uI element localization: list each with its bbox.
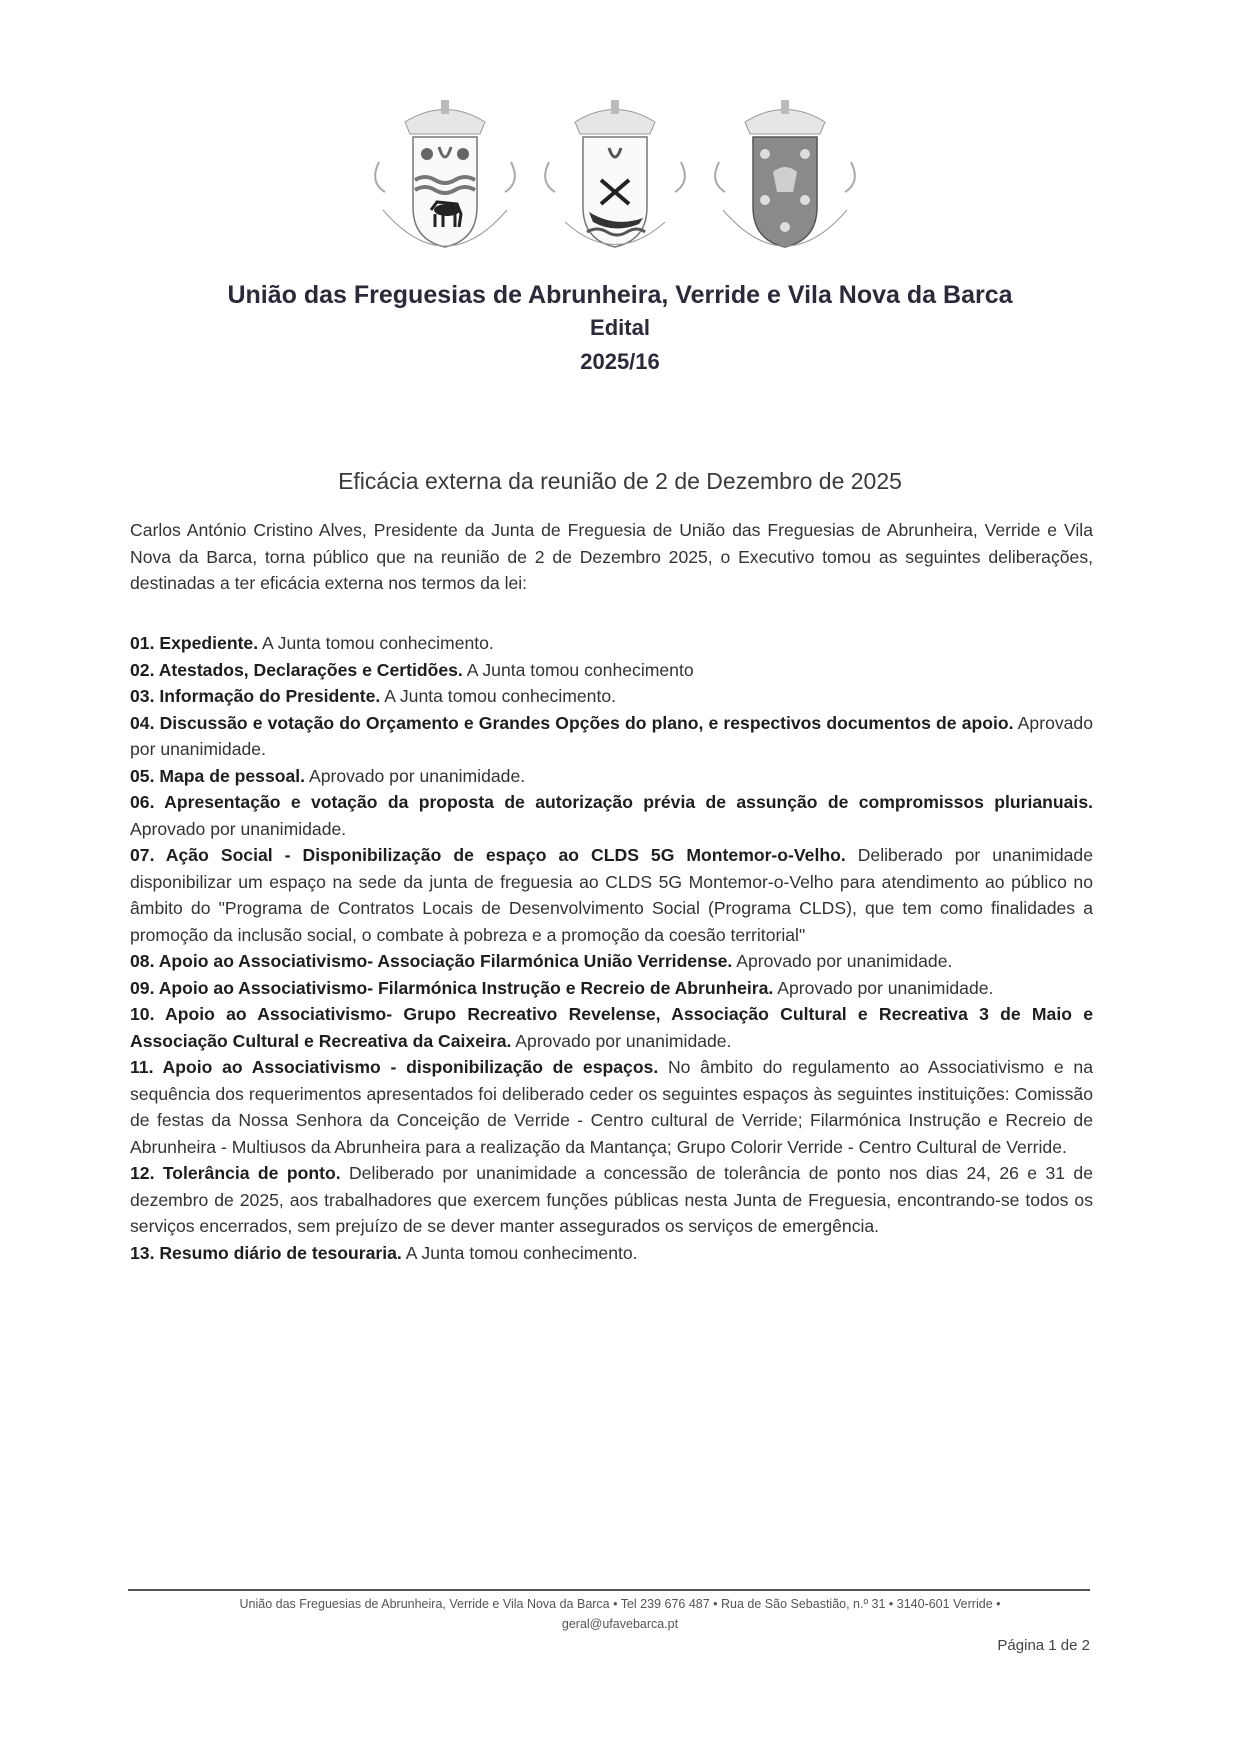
list-item <box>130 842 1093 948</box>
item-title: 05. Mapa de pessoal. <box>130 765 306 786</box>
item-title: 07. Ação Social - Disponibilização de espaço ao CLDS 5G Montemor-o-Velho. <box>130 845 846 865</box>
item-text: Deliberado por unanimidade disponibilizar um espaço na sede da junta de freguesia ao CLDS 5G Montemor-o-Velho para atendimento ao público no âmbito do "Programa de Contratos Locais de Desenvolvimento Social (Programa CLDS), que tem como finalidades a promoção da inclusão social, o combate à pobreza e a promoção da coesão territorial" <box>130 845 1093 945</box>
document-number: 2025/16 <box>580 349 660 374</box>
item-title: 08. Apoio ao Associativismo- Associação Filarmónica União Verridense. <box>130 951 733 971</box>
item-text: Aprovado por unanimidade. <box>130 818 347 839</box>
crest-abrunheira-icon <box>365 92 525 268</box>
item-text: Aprovado por unanimidade. <box>511 1030 732 1051</box>
item-title: 13. Resumo diário de tesouraria. <box>130 1242 402 1263</box>
item-title: 09. Apoio ao Associativismo- Filarmónica Instrução e Recreio de Abrunheira. <box>130 977 774 998</box>
list-item <box>130 1054 1093 1160</box>
list-item <box>130 657 1093 684</box>
item-title: 11. Apoio ao Associativismo - disponibilização de espaços. <box>130 1057 659 1077</box>
intro-paragraph: Carlos António Cristino Alves, Presidente da Junta de Freguesia de União das Freguesias de Abrunheira, Verride e Vila Nova da Barca, torna público que na reunião de 2 de Dezembro 2025, o Executivo tomou as seguintes deliberações, destinadas a ter eficácia externa nos termos da lei: <box>130 520 1093 593</box>
list-item <box>130 1240 1093 1267</box>
item-title: 12. Tolerância de ponto. <box>130 1163 341 1183</box>
list-item <box>130 710 1093 763</box>
crest-vila-nova-da-barca <box>705 92 865 268</box>
footer-divider <box>128 1589 1090 1591</box>
crest-verride-icon <box>535 92 695 268</box>
item-text: A Junta tomou conhecimento. <box>380 686 617 706</box>
item-text: A Junta tomou conhecimento <box>462 659 694 680</box>
list-item <box>130 763 1093 790</box>
item-text: Aprovado por unanimidade. <box>130 712 1094 759</box>
item-title: 10. Apoio ao Associativismo- Grupo Recreativo Revelense, Associação Cultural e Recreativa 3 de Maio e Associação Cultural e Recreativa da Caixeira. <box>130 1004 1093 1051</box>
item-text: A Junta tomou conhecimento. <box>401 1242 638 1263</box>
item-text: A Junta tomou conhecimento. <box>258 633 494 653</box>
coats-of-arms <box>365 92 875 268</box>
item-text: Aprovado por unanimidade. <box>773 977 994 998</box>
crest-verride <box>535 92 695 268</box>
document-subtitle: Eficácia externa da reunião de 2 de Dezembro de 2025 <box>338 468 902 494</box>
list-item <box>130 975 1093 1002</box>
item-title: 03. Informação do Presidente. <box>130 686 381 706</box>
item-text: No âmbito do regulamento ao Associativismo e na sequência dos requerimentos apresentados foi deliberado ceder os seguintes espaços às seguintes instituições: Comissão de festas da Nossa Senhora da Conceição de Verride - Centro cultural de Verride; Filarmónica Instrução e Recreio de Abrunheira - Multiusos da Abrunheira para a realização da Mantança; Grupo Colorir Verride - Centro Cultural de Verride. <box>130 1057 1093 1157</box>
item-text: Aprovado por unanimidade. <box>305 765 526 786</box>
list-item <box>130 630 1093 657</box>
list-item <box>130 683 1093 710</box>
document-type: Edital <box>590 315 650 340</box>
list-item <box>130 1001 1093 1054</box>
item-title: 02. Atestados, Declarações e Certidões. <box>130 659 463 680</box>
item-text: Aprovado por unanimidade. <box>732 951 953 971</box>
list-item <box>130 948 1093 975</box>
list-item <box>130 789 1093 842</box>
item-title: 06. Apresentação e votação da proposta de autorização prévia de assunção de compromissos plurianuais. <box>130 792 1093 812</box>
footer-email: geral@ufavebarca.pt <box>561 1617 679 1631</box>
crest-abrunheira <box>365 92 525 268</box>
page-number: Página 1 de 2 <box>997 1637 1090 1654</box>
item-title: 01. Expediente. <box>130 633 259 653</box>
list-item <box>130 1160 1093 1240</box>
crest-vila-nova-da-barca-icon <box>705 92 865 268</box>
footer-contact: União das Freguesias de Abrunheira, Verride e Vila Nova da Barca • Tel 239 676 487 • Rua de São Sebastião, n.º 31 • 3140-601 Verride • <box>239 1597 1001 1611</box>
organization-title: União das Freguesias de Abrunheira, Verride e Vila Nova da Barca <box>227 281 1013 309</box>
item-text: Deliberado por unanimidade a concessão de tolerância de ponto nos dias 24, 26 e 31 de dezembro de 2025, aos trabalhadores que exercem funções públicas nesta Junta de Freguesia, encontrando-se todos os serviços encerrados, sem prejuízo de se dever manter assegurados os serviços de emergência. <box>130 1163 1093 1236</box>
item-title: 04. Discussão e votação do Orçamento e Grandes Opções do plano, e respectivos documentos de apoio. <box>130 712 1014 733</box>
deliberations-list <box>130 630 1093 1266</box>
